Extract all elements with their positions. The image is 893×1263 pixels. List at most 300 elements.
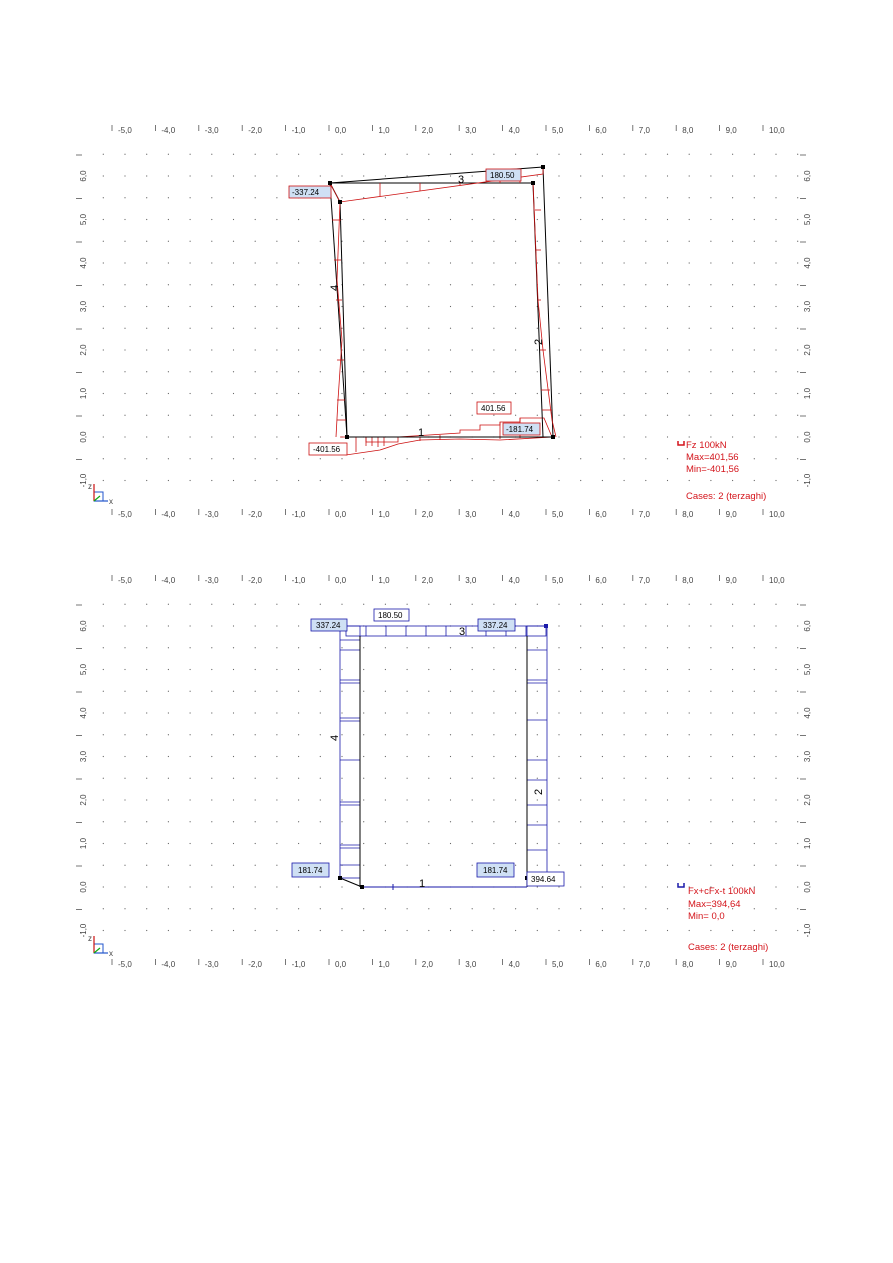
grid-dot [732,647,733,648]
grid-dot [450,371,451,372]
grid-dot [407,393,408,394]
grid-dot [645,219,646,220]
grid-dot [298,415,299,416]
grid-dot [276,778,277,779]
grid-dot [450,908,451,909]
x-tick-label: 9,0 [725,126,737,135]
grid-dot [797,799,798,800]
grid-dot [580,604,581,605]
grid-dot [775,669,776,670]
y-tick-label: 5,0 [803,663,812,676]
x-tick-label: 2,0 [421,510,433,519]
grid-dot [363,799,364,800]
axis-triad-icon [88,934,113,958]
grid-dot [558,604,559,605]
grid-dot [667,865,668,866]
grid-dot [103,734,104,735]
grid-dot [558,908,559,909]
x-tick-label: 3,0 [465,576,477,585]
grid-dot [407,669,408,670]
grid-dot [732,669,733,670]
grid-dot [754,625,755,626]
grid-dot [580,865,581,866]
grid-dot [602,756,603,757]
grid-dot [255,821,256,822]
grid-dot [515,821,516,822]
grid-dot [775,175,776,176]
grid-dot [211,458,212,459]
grid-dot [667,799,668,800]
grid-dot [537,415,538,416]
grid-dot [537,843,538,844]
grid-dot [363,480,364,481]
grid-dot [493,799,494,800]
y-axis-right [800,605,812,937]
grid-dot [146,821,147,822]
grid-dot [797,691,798,692]
grid-dot [797,625,798,626]
grid-dot [624,778,625,779]
grid-dot [233,371,234,372]
grid-dot [190,219,191,220]
value-label-bottom-left [309,443,347,455]
grid-dot [558,865,559,866]
grid-dot [320,393,321,394]
x-tick-label: 5,0 [552,510,564,519]
legend [678,883,768,953]
grid-dot [363,371,364,372]
grid-dot [710,154,711,155]
grid-dot [472,480,473,481]
y-tick-label: 0,0 [803,881,812,893]
grid-dot [211,219,212,220]
grid-dot [558,197,559,198]
grid-dot [407,306,408,307]
grid-dot [255,371,256,372]
grid-dot [298,393,299,394]
grid-dot [233,219,234,220]
grid-dot [298,604,299,605]
grid-dot [580,647,581,648]
grid-dot [732,328,733,329]
y-tick-label: 5,0 [803,213,812,226]
grid-dot [710,821,711,822]
grid-dot [168,458,169,459]
grid-dot [537,647,538,648]
grid-dot [276,262,277,263]
grid-dot [407,734,408,735]
grid-dot [255,328,256,329]
grid-dot [363,154,364,155]
grid-dot [710,647,711,648]
grid-dot [320,604,321,605]
grid-dot [233,930,234,931]
grid-dot [667,821,668,822]
x-tick-label: 6,0 [595,960,607,969]
grid-dot [385,284,386,285]
grid-dot [667,480,668,481]
grid-dot [233,306,234,307]
grid-dot [710,480,711,481]
grid-dot [710,371,711,372]
svg-text:180.50: 180.50 [378,611,403,620]
grid-dot [146,219,147,220]
grid-dot [558,284,559,285]
grid-dot [428,284,429,285]
y-tick-label: 2,0 [803,794,812,806]
x-tick-label: -2,0 [248,576,262,585]
grid-dot [797,415,798,416]
grid-dot [645,197,646,198]
grid-dot [168,625,169,626]
grid-dot [103,393,104,394]
grid-dot [602,175,603,176]
grid-dot [211,625,212,626]
grid-dot [689,712,690,713]
grid-dot [341,175,342,176]
grid-dot [407,241,408,242]
grid-dot [298,436,299,437]
grid-dot [558,415,559,416]
x-tick-label: -4,0 [161,960,176,969]
grid-dot [168,712,169,713]
grid-dot [428,799,429,800]
y-tick-label: 5,0 [79,663,88,676]
grid-dot [320,371,321,372]
grid-dot [363,197,364,198]
svg-text:394.64: 394.64 [531,875,556,884]
grid-dot [298,175,299,176]
grid-dot [710,241,711,242]
grid-dot [797,306,798,307]
grid-dot [732,604,733,605]
grid-dot [450,712,451,713]
grid-dot [754,284,755,285]
grid-dot [211,843,212,844]
grid-dot [211,734,212,735]
x-tick-label: -5,0 [118,510,132,519]
grid-dot [190,262,191,263]
grid-dot [385,712,386,713]
grid-dot [645,480,646,481]
y-tick-label: 6,0 [79,620,88,632]
x-tick-label: -5,0 [118,960,132,969]
grid-dot [645,154,646,155]
grid-dot [428,908,429,909]
grid-dot [211,647,212,648]
grid-dot [493,328,494,329]
grid-dot [754,306,755,307]
grid-dot [407,821,408,822]
grid-dot [298,241,299,242]
grid-dot [775,349,776,350]
grid-dot [645,691,646,692]
grid-dot [558,756,559,757]
grid-dot [558,691,559,692]
grid-dot [515,415,516,416]
grid-dot [797,262,798,263]
grid-dot [667,734,668,735]
grid-dot [472,154,473,155]
grid-dot [320,778,321,779]
grid-dot [624,821,625,822]
y-tick-label: 3,0 [79,750,88,763]
grid-dot [103,691,104,692]
grid-dot [168,197,169,198]
grid-dot [667,175,668,176]
grid-dot [255,865,256,866]
grid-dot [493,371,494,372]
grid-dot [255,930,256,931]
grid-dot [276,393,277,394]
grid-dot [645,821,646,822]
y-tick-label: 6,0 [803,170,812,182]
grid-dot [124,691,125,692]
grid-dot [515,262,516,263]
grid-dot [732,197,733,198]
grid-dot [775,284,776,285]
grid-dot [363,712,364,713]
grid-dot [493,734,494,735]
grid-dot [233,154,234,155]
grid-dot [255,843,256,844]
x-tick-label: 1,0 [378,576,390,585]
grid-dot [190,821,191,822]
grid-dot [689,262,690,263]
grid-dot [710,778,711,779]
x-tick-label: 5,0 [552,960,564,969]
grid-dot [493,930,494,931]
x-tick-label: 6,0 [595,576,607,585]
grid-dot [602,734,603,735]
y-tick-label: 0,0 [79,881,88,893]
grid-dot [537,908,538,909]
grid-dot [732,843,733,844]
svg-text:180.50: 180.50 [490,171,515,180]
grid-dot [710,328,711,329]
member-3-diagram [346,626,546,636]
grid-dot [775,712,776,713]
axis-z-label: z [88,482,92,491]
grid-dot [190,284,191,285]
grid-dot [320,154,321,155]
grid-dot [124,930,125,931]
grid-dot [667,458,668,459]
grid-dot [341,930,342,931]
grid-dot [190,908,191,909]
grid-dot [645,436,646,437]
grid-dot [363,328,364,329]
grid-dot [124,756,125,757]
grid-dot [797,219,798,220]
grid-dot [580,778,581,779]
grid-dot [320,734,321,735]
grid-dot [580,691,581,692]
grid-dot [558,436,559,437]
grid-dot [645,306,646,307]
grid-dot [428,734,429,735]
grid-dot [472,734,473,735]
grid-dot [667,415,668,416]
grid-dot [689,625,690,626]
grid-dot [537,734,538,735]
x-tick-label: 1,0 [378,126,390,135]
grid-dot [710,756,711,757]
x-tick-label: -4,0 [161,126,176,135]
grid-dot [211,886,212,887]
grid-dot [320,647,321,648]
grid-dot [168,865,169,866]
grid-dot [407,349,408,350]
grid-dot [710,393,711,394]
y-tick-label: 1,0 [803,387,812,400]
grid-dot [732,691,733,692]
grid-dot [645,284,646,285]
grid-dot [103,480,104,481]
grid-dot [667,930,668,931]
grid-dot [298,778,299,779]
grid-dot [667,219,668,220]
grid-dot [276,930,277,931]
grid-dot [732,734,733,735]
grid-dot [428,371,429,372]
y-tick-label: 4,0 [79,707,88,719]
grid-dot [754,154,755,155]
grid-dot [515,647,516,648]
grid-dot [689,415,690,416]
frame [330,167,553,437]
grid-dot [190,712,191,713]
grid-dot [558,349,559,350]
grid-dot [146,284,147,285]
grid-dot [558,669,559,670]
nodes [338,624,548,889]
grid-dot [385,756,386,757]
grid-dot [407,604,408,605]
y-axis-left [76,605,88,937]
grid-dot [146,436,147,437]
grid-dot [515,154,516,155]
grid-dot [797,349,798,350]
grid-dot [146,734,147,735]
grid-dot [689,691,690,692]
value-label-top-left [311,619,347,631]
grid-dot [385,843,386,844]
grid-dot [168,778,169,779]
value-label-top-right [486,169,521,181]
grid-dot [103,219,104,220]
x-tick-label: 2,0 [421,576,433,585]
grid-dot [385,154,386,155]
grid-dot [667,306,668,307]
grid-dot [493,415,494,416]
grid-dot [472,415,473,416]
grid-dot [233,415,234,416]
grid-dot [428,480,429,481]
grid-dot [493,669,494,670]
grid-dot [146,458,147,459]
grid-dot [537,197,538,198]
grid-dot [645,734,646,735]
grid-dot [168,821,169,822]
x-tick-label: -1,0 [291,960,306,969]
fz-diagram [0,100,893,530]
grid-dot [580,284,581,285]
grid-dot [797,734,798,735]
x-tick-label: 9,0 [725,510,737,519]
x-tick-label: -2,0 [248,510,262,519]
grid-dot [341,712,342,713]
grid-dot [667,371,668,372]
grid-dot [689,328,690,329]
grid-dot [190,175,191,176]
grid-dot [558,480,559,481]
grid-dot [624,480,625,481]
grid-dot [320,908,321,909]
grid-dot [255,799,256,800]
grid-dot [515,349,516,350]
grid-dot [211,930,212,931]
grid-dot [797,886,798,887]
grid-dot [797,756,798,757]
grid-dot [428,458,429,459]
grid-dot [168,799,169,800]
grid-dot [710,843,711,844]
grid-dot [190,154,191,155]
grid-dot [255,669,256,670]
member-label-1: 1 [419,878,426,890]
x-tick-label: 3,0 [465,126,477,135]
grid-dot [624,436,625,437]
grid-dot [341,393,342,394]
grid-dot [537,371,538,372]
grid-dot [732,393,733,394]
grid-dot [493,691,494,692]
y-tick-label: 4,0 [803,707,812,719]
grid-dot [732,778,733,779]
grid-dot [363,865,364,866]
svg-text:-401.56: -401.56 [313,445,341,454]
grid-dot [472,908,473,909]
grid-dot [124,669,125,670]
axis-x-label: x [109,497,113,506]
grid-dot [255,241,256,242]
grid-dot [255,712,256,713]
grid-dot [320,415,321,416]
grid-dot [580,908,581,909]
grid-dot [732,799,733,800]
grid-dot [276,799,277,800]
grid-dot [754,821,755,822]
grid-dot [363,284,364,285]
grid-dot [190,647,191,648]
grid-dot [797,241,798,242]
grid-dot [710,799,711,800]
grid-dot [754,647,755,648]
grid-dot [276,669,277,670]
grid-dot [472,756,473,757]
grid-dot [710,415,711,416]
grid-dot [537,349,538,350]
grid-dot [320,480,321,481]
grid-dot [493,458,494,459]
grid-dot [320,886,321,887]
grid-dot [124,843,125,844]
grid-dot [667,604,668,605]
grid-dot [689,154,690,155]
grid-dot [255,393,256,394]
grid-dot [602,480,603,481]
